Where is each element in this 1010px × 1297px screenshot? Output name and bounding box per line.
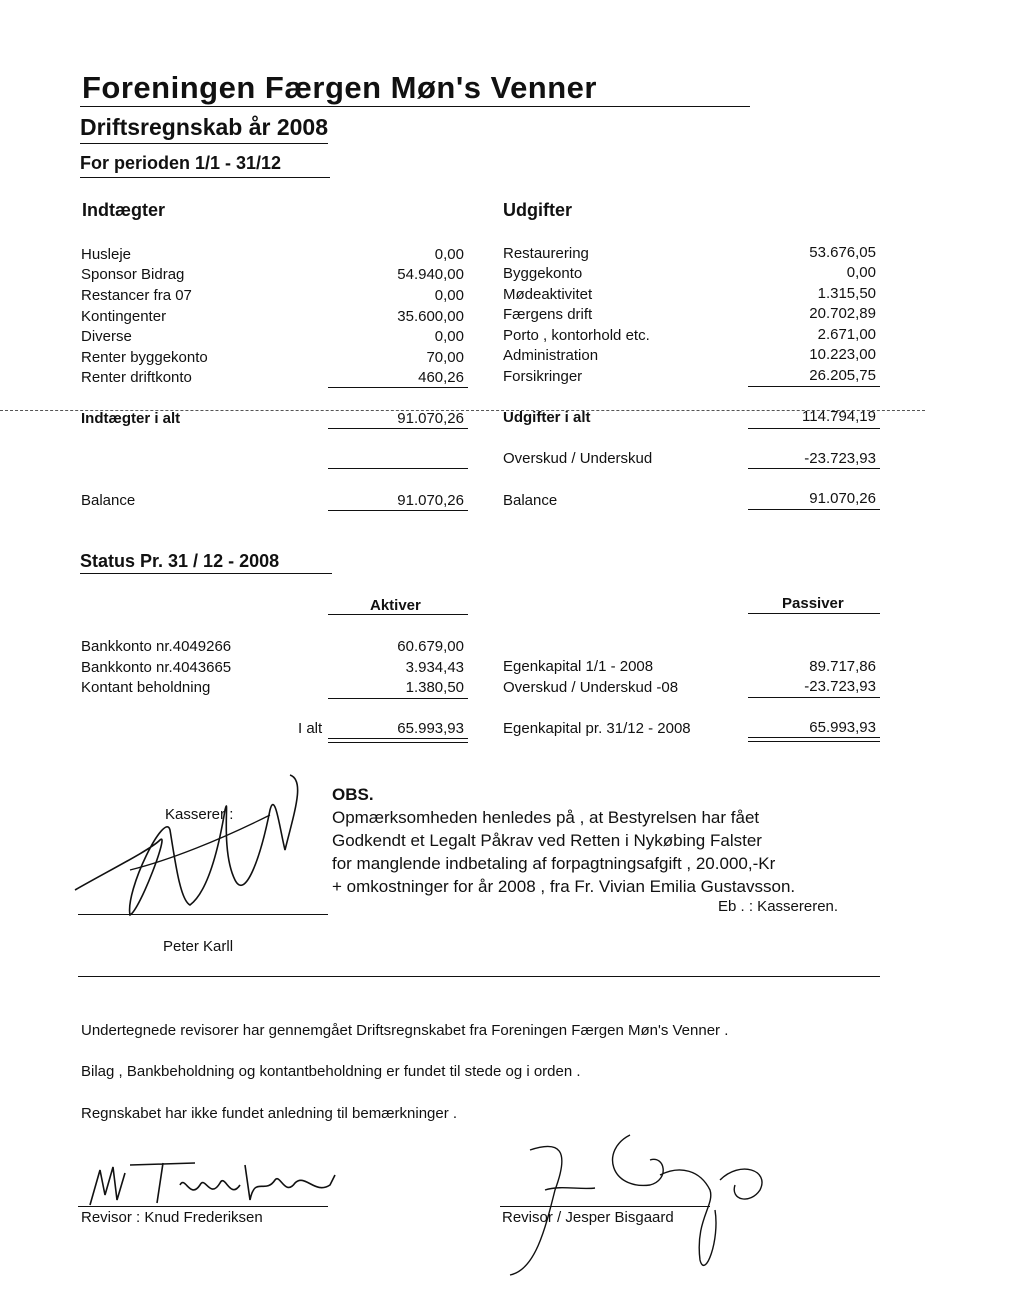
cashier-signature: [70, 770, 310, 920]
expense-value: 1.315,50: [817, 285, 876, 302]
liabilities-total-rule2: [748, 741, 880, 742]
asset-label: Bankkonto nr.4049266: [81, 638, 232, 655]
liabilities-total-label: Egenkapital pr. 31/12 - 2008: [503, 720, 691, 737]
income-sum-rule: [328, 387, 468, 388]
audit-line: Bilag , Bankbeholdning og kontantbeholdning er fundet til stede og i orden .: [81, 1063, 581, 1080]
period-label: For perioden 1/1 - 31/12: [80, 153, 282, 173]
liability-label: Egenkapital 1/1 - 2008: [503, 658, 654, 675]
liabilities-total-rule1: [748, 737, 880, 738]
period-rule: [80, 177, 330, 178]
expense-label: Porto , kontorhold etc.: [503, 327, 650, 344]
expense-balance-value: 91.070,26: [809, 490, 876, 507]
income-value: 35.600,00: [397, 308, 464, 325]
auditor2-label: Revisor / Jesper Bisgaard: [502, 1209, 674, 1226]
obs-signed: Eb . : Kassereren.: [718, 898, 839, 915]
expense-sum-rule: [748, 386, 880, 387]
income-heading: Indtægter: [82, 200, 165, 220]
auditor1-rule: [78, 1206, 328, 1207]
asset-value: 60.679,00: [397, 638, 464, 655]
liabilities-sum-rule: [748, 697, 880, 698]
asset-value: 3.934,43: [405, 659, 464, 676]
expense-label: Forsikringer: [503, 368, 583, 385]
asset-label: Kontant beholdning: [81, 679, 211, 696]
title-rule: [80, 106, 750, 107]
income-value: 54.940,00: [397, 266, 464, 283]
expense-label: Byggekonto: [503, 265, 583, 282]
liabilities-heading-rule: [748, 613, 880, 614]
assets-total-value: 65.993,93: [397, 720, 464, 737]
expense-value: 26.205,75: [809, 367, 876, 384]
income-total-value: 91.070,26: [397, 410, 464, 427]
result-label: Overskud / Underskud: [503, 450, 653, 467]
income-blank-rule: [328, 468, 468, 469]
income-label: Renter driftkonto: [81, 369, 192, 386]
subtitle-rule: [80, 143, 328, 144]
expense-total-label: Udgifter i alt: [503, 409, 591, 426]
asset-label: Bankkonto nr.4043665: [81, 659, 232, 676]
income-balance-rule: [328, 510, 468, 511]
expenses-heading: Udgifter: [503, 200, 572, 220]
assets-total-rule1: [328, 738, 468, 739]
expense-value: 10.223,00: [809, 346, 876, 363]
result-rule: [748, 468, 880, 469]
liability-value: -23.723,93: [804, 678, 876, 695]
liabilities-total-value: 65.993,93: [809, 719, 876, 736]
income-label: Sponsor Bidrag: [81, 266, 185, 283]
expense-label: Mødeaktivitet: [503, 286, 593, 303]
assets-heading: Aktiver: [370, 597, 421, 614]
income-value: 70,00: [426, 349, 464, 366]
assets-sum-rule: [328, 698, 468, 699]
income-value: 0,00: [434, 328, 464, 345]
income-value: 0,00: [434, 246, 464, 263]
audit-line: Undertegnede revisorer har gennemgået Driftsregnskabet fra Foreningen Færgen Møn's Venner .: [81, 1022, 729, 1039]
auditor2-signature: [500, 1130, 790, 1280]
obs-line: + omkostninger for år 2008 , fra Fr. Vivian Emilia Gustavsson.: [332, 877, 796, 896]
income-value: 460,26: [418, 369, 464, 386]
assets-total-label: I alt: [298, 720, 323, 737]
auditor1-signature: [85, 1155, 345, 1210]
obs-line: Opmærksomheden henledes på , at Bestyrelsen har fået: [332, 808, 760, 827]
expense-label: Administration: [503, 347, 599, 364]
expense-value: 0,00: [846, 264, 876, 281]
income-label: Husleje: [81, 246, 132, 263]
expense-label: Færgens drift: [503, 306, 593, 323]
obs-line: Godkendt et Legalt Påkrav ved Retten i Nykøbing Falster: [332, 831, 762, 850]
obs-line: for manglende indbetaling af forpagtningsafgift , 20.000,-Kr: [332, 854, 776, 873]
expense-total-value: 114.794,19: [802, 408, 876, 425]
asset-value: 1.380,50: [405, 679, 464, 696]
income-total-label: Indtægter i alt: [81, 410, 181, 427]
cashier-name: Peter Karll: [163, 938, 234, 955]
expense-balance-rule: [748, 509, 880, 510]
income-label: Restancer fra 07: [81, 287, 192, 304]
liabilities-heading: Passiver: [782, 595, 844, 612]
expense-value: 20.702,89: [809, 305, 876, 322]
income-total-rule: [328, 428, 468, 429]
assets-heading-rule: [328, 614, 468, 615]
obs-heading: OBS.: [332, 785, 374, 804]
income-balance-label: Balance: [81, 492, 136, 509]
expense-value: 53.676,05: [809, 244, 876, 261]
liability-value: 89.717,86: [809, 658, 876, 675]
report-subtitle: Driftsregnskab år 2008: [80, 114, 329, 140]
cashier-label: Kasserer :: [165, 806, 234, 823]
auditor2-rule: [500, 1206, 710, 1207]
result-value: -23.723,93: [804, 450, 876, 467]
income-value: 0,00: [434, 287, 464, 304]
auditor1-label: Revisor : Knud Frederiksen: [81, 1209, 263, 1226]
assets-total-rule2: [328, 742, 468, 743]
income-label: Kontingenter: [81, 308, 167, 325]
status-heading: Status Pr. 31 / 12 - 2008: [80, 551, 280, 571]
org-title: Foreningen Færgen Møn's Venner: [82, 70, 597, 105]
cashier-sign-rule: [78, 914, 328, 915]
section-divider: [78, 976, 880, 977]
income-label: Diverse: [81, 328, 132, 345]
audit-line: Regnskabet har ikke fundet anledning til bemærkninger .: [81, 1105, 458, 1122]
expense-label: Restaurering: [503, 245, 589, 262]
status-rule: [80, 573, 332, 574]
income-balance-value: 91.070,26: [397, 492, 464, 509]
expense-balance-label: Balance: [503, 492, 558, 509]
expense-value: 2.671,00: [817, 326, 876, 343]
expense-total-rule: [748, 428, 880, 429]
liability-label: Overskud / Underskud -08: [503, 679, 679, 696]
income-label: Renter byggekonto: [81, 349, 208, 366]
